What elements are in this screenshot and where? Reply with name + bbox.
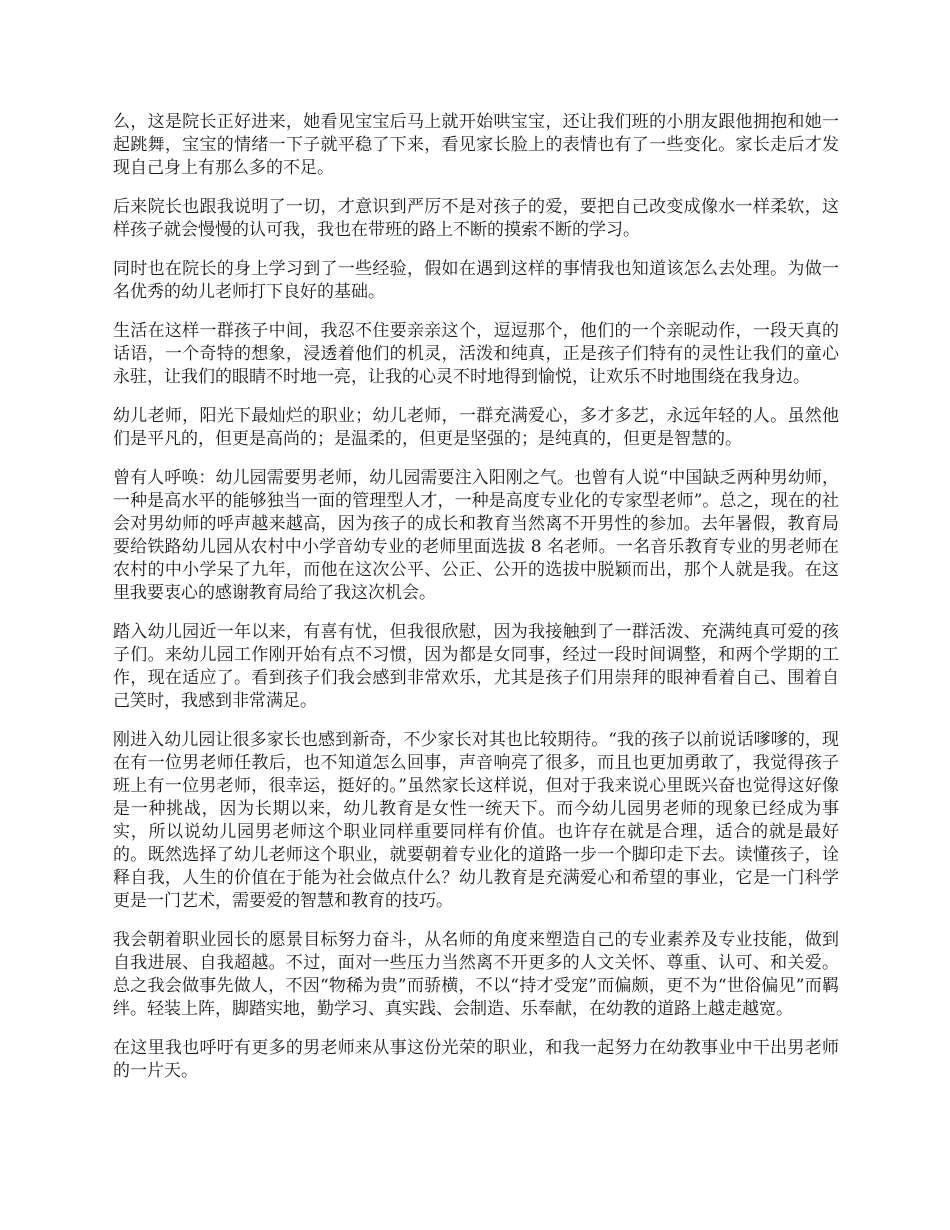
paragraph-8: 刚进入幼儿园让很多家长也感到新奇，不少家长对其也比较期待。“我的孩子以前说话嗲嗲的，现在有一位男老师任教后，也不知道怎么回事，声音响亮了很多，而且也更加勇敢了，我觉得孩子班上有一位男老师，很幸运，挺好的。”虽然家长这样说，但对于我来说心里既兴奋也觉得这好像是一种挑战，因为长期以来，幼儿教育是女性一统天下。而今幼儿园男老师的现象已经成为事实，所以说幼儿园男老师这个职业同样重要同样有价值。也许存在就是合理，适合的就是最好的。既然选择了幼儿老师这个职业，就要朝着专业化的道路一步一个脚印走下去。读懂孩子，诠释自我，人生的价值在于能为社会做点什么？幼儿教育是充满爱心和希望的事业，它是一门科学更是一门艺术，需要爱的智慧和教育的技巧。 [113, 730, 839, 911]
paragraph-10: 在这里我也呼吁有更多的男老师来从事这份光荣的职业，和我一起努力在幼教事业中干出男老师的一片天。 [113, 1038, 839, 1081]
paragraph-2: 后来院长也跟我说明了一切，才意识到严厉不是对孩子的爱，要把自己改变成像水一样柔软，这样孩子就会慢慢的认可我，我也在带班的路上不断的摸索不断的学习。 [113, 197, 839, 240]
paragraph-6: 曾有人呼唤：幼儿园需要男老师，幼儿园需要注入阳刚之气。也曾有人说“中国缺乏两种男幼师，一种是高水平的能够独当一面的管理型人才，一种是高度专业化的专家型老师”。总之，现在的社会对男幼师的呼声越来越高，因为孩子的成长和教育当然离不开男性的参加。去年暑假，教育局要给铁路幼儿园从农村中小学音幼专业的老师里面选拔 8 名老师。一名音乐教育专业的男老师在农村的中小学呆了九年，而他在这次公平、公正、公开的选拔中脱颖而出，那个人就是我。在这里我要衷心的感谢教育局给了我这次机会。 [113, 468, 839, 603]
document-body [113, 111, 839, 1099]
paragraph-7: 踏入幼儿园近一年以来，有喜有忧，但我很欣慰，因为我接触到了一群活泼、充满纯真可爱的孩子们。来幼儿园工作刚开始有点不习惯，因为都是女同事，经过一段时间调整，和两个学期的工作，现在适应了。看到孩子们我会感到非常欢乐，尤其是孩子们用崇拜的眼神看着自己、围着自己笑时，我感到非常满足。 [113, 622, 839, 711]
paragraph-9: 我会朝着职业园长的愿景目标努力奋斗，从名师的角度来塑造自己的专业素养及专业技能，做到自我进展、自我超越。不过，面对一些压力当然离不开更多的人文关怀、尊重、认可、和关爱。总之我会做事先做人，不因“物稀为贵”而骄横，不以“持才受宠”而偏颇，更不为“世俗偏见”而羁绊。轻装上阵，脚踏实地，勤学习、真实践、会制造、乐奉献，在幼教的道路上越走越宽。 [113, 930, 839, 1019]
paragraph-3: 同时也在院长的身上学习到了一些经验，假如在遇到这样的事情我也知道该怎么去处理。为做一名优秀的幼儿老师打下良好的基础。 [113, 259, 839, 302]
paragraph-5: 幼儿老师，阳光下最灿烂的职业；幼儿老师，一群充满爱心，多才多艺，永远年轻的人。虽然他们是平凡的，但更是高尚的；是温柔的，但更是坚强的；是纯真的，但更是智慧的。 [113, 406, 839, 449]
paragraph-1: 么，这是院长正好进来，她看见宝宝后马上就开始哄宝宝，还让我们班的小朋友跟他拥抱和她一起跳舞，宝宝的情绪一下子就平稳了下来，看见家长脸上的表情也有了一些变化。家长走后才发现自己身上有那么多的不足。 [113, 112, 839, 178]
paragraph-4: 生活在这样一群孩子中间，我忍不住要亲亲这个，逗逗那个，他们的一个亲昵动作，一段天真的话语，一个奇特的想象，浸透着他们的机灵，活泼和纯真，正是孩子们特有的灵性让我们的童心永驻，让我们的眼睛不时地一亮，让我的心灵不时地得到愉悦，让欢乐不时地围绕在我身边。 [113, 321, 839, 387]
